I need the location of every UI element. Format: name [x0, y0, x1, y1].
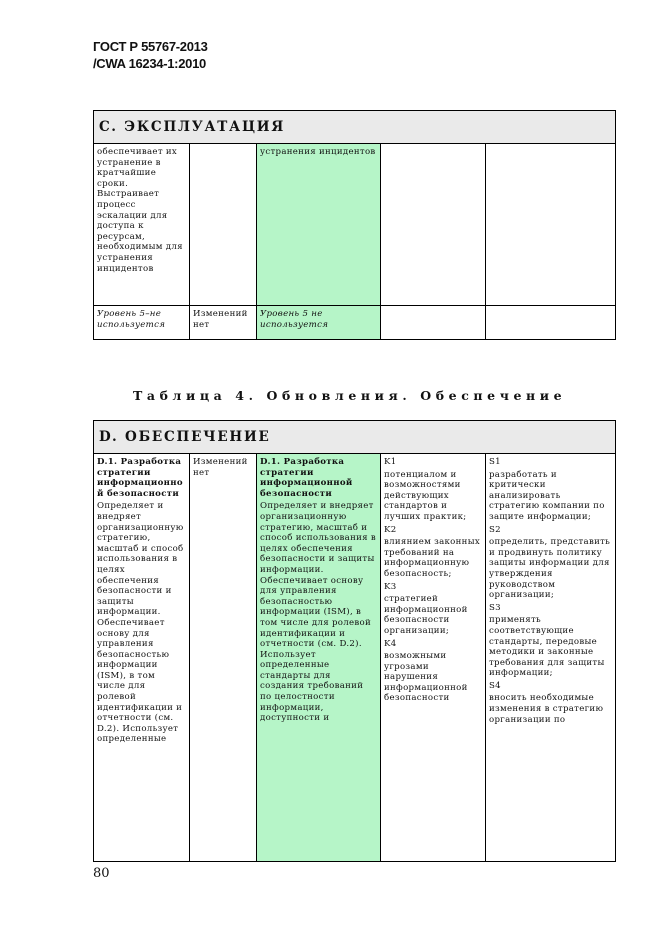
knowledge-code: K1: [384, 457, 397, 467]
cell-d-changes: Изменений нет: [190, 454, 257, 862]
knowledge-code: K4: [384, 638, 397, 649]
knowledge-code: K2: [384, 524, 397, 535]
cell-c1-4: [381, 144, 486, 306]
cell-d-competence: [94, 454, 190, 862]
updated-competence-heading: D.1. Разработка стратегии информационной безопасности: [260, 457, 353, 499]
skill-text: вносить необходимые изменения в стратегию организации по: [489, 693, 604, 725]
cell-c2-2: Изменений нет: [190, 306, 257, 340]
section-title-d: D. ОБЕСПЕЧЕНИЕ: [94, 421, 616, 454]
skill-code: S3: [489, 602, 501, 613]
cell-d-skills: [486, 454, 616, 862]
header-standard-code: ГОСТ Р 55767-2013: [93, 39, 208, 54]
section-title-c: C. ЭКСПЛУАТАЦИЯ: [94, 111, 616, 144]
competence-heading: D.1. Разработка стратегии информационной безопасности: [97, 457, 183, 499]
knowledge-text: стратегией информационной безопасности организации;: [384, 594, 468, 636]
cell-d-knowledge: [381, 454, 486, 862]
cell-c1-5: [486, 144, 616, 306]
skill-code: S1: [489, 457, 501, 467]
page-number: 80: [93, 866, 110, 881]
skill-text: определить, представить и продвинуть политику защиты информации для утверждения руководством организации;: [489, 537, 611, 601]
cell-c2-4: [381, 306, 486, 340]
cell-c1-1: обеспечивает их устранение в кратчайшие сроки. Выстраивает процесс эскалации для доступа к ресурсам, необходимым для устранения инцидентов: [94, 144, 190, 306]
skill-text: применять соответствующие стандарты, передовые методики и законные требования для защиты информации;: [489, 615, 605, 679]
cell-d-updated-competence: [257, 454, 381, 862]
knowledge-text: потенциалом и возможностями действующих стандартов и лучших практик;: [384, 469, 467, 522]
knowledge-text: возможными угрозами нарушения информационной безопасности: [384, 651, 468, 704]
skill-text: разработать и критически анализировать стратегию компании по защите информации;: [489, 469, 605, 522]
header-cwa-code: /CWA 16234-1:2010: [93, 56, 206, 71]
cell-c2-3: Уровень 5 не используется: [257, 306, 381, 340]
cell-c1-2: [190, 144, 257, 306]
knowledge-text: влиянием законных требований на информационную безопасность;: [384, 537, 481, 579]
table-exploitation: [93, 110, 616, 340]
cell-c1-3: устранения инцидентов: [257, 144, 381, 306]
knowledge-code: K3: [384, 581, 397, 592]
skill-code: S4: [489, 680, 501, 691]
skill-code: S2: [489, 524, 501, 535]
updated-competence-body: Определяет и внедряет организационную стратегию, масштаб и способ использования в целях обеспечения безопасности и защиты информации. Обеспечивает основу для управления безопасностью информации (ISM), в том числе для ролевой идентификации и отчетности (см. D.2). Использует определенные стандарты для создания требований по целостности информации, доступности и: [260, 501, 377, 724]
document-header: [93, 38, 208, 72]
table-enable: [93, 420, 616, 862]
competence-body: Определяет и внедряет организационную стратегию, масштаб и способ использования в целях обеспечения безопасности и защиты информации. Обеспечивает основу для управления безопасностью информации (ISM), в том числе для ролевой идентификации и отчетности (см. D.2). Использует определенные: [97, 501, 184, 745]
cell-c2-5: [486, 306, 616, 340]
table-caption: Таблица 4. Обновления. Обеспечение: [133, 388, 567, 403]
cell-c2-1: Уровень 5–не используется: [94, 306, 190, 340]
